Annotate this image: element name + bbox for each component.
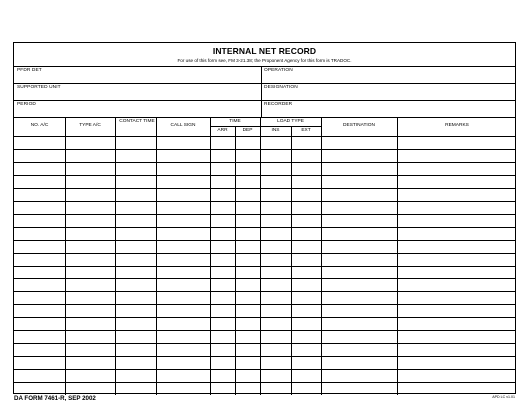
column-divider	[210, 117, 211, 395]
header-no-ac: NO. A/C	[30, 123, 49, 128]
period-field[interactable]: PERIOD	[17, 102, 36, 107]
form-title: INTERNAL NET RECORD	[212, 46, 317, 56]
header-time: TIME	[229, 119, 241, 124]
table-row[interactable]	[14, 188, 515, 189]
divider	[14, 100, 515, 101]
column-divider	[291, 126, 292, 395]
column-divider	[235, 126, 236, 395]
header-remarks: REMARKS	[445, 123, 469, 128]
header-type-ac: TYPE A/C	[79, 123, 101, 128]
column-divider	[321, 117, 322, 395]
subheader-divider	[210, 126, 321, 127]
table-row[interactable]	[14, 330, 515, 331]
table-row[interactable]	[14, 304, 515, 305]
header-destination: DESTINATION	[343, 123, 375, 128]
supported-unit-field[interactable]: SUPPORTED UNIT	[17, 85, 61, 90]
header-arr: ARR	[217, 128, 228, 133]
column-divider	[260, 117, 261, 395]
operation-field[interactable]: OPERATION	[264, 68, 293, 73]
column-divider	[115, 117, 116, 395]
table-row[interactable]	[14, 291, 515, 292]
header-call-sign: CALL SIGN	[170, 123, 196, 128]
table-row[interactable]	[14, 343, 515, 344]
table-row[interactable]	[14, 214, 515, 215]
table-row[interactable]	[14, 175, 515, 176]
table-row[interactable]	[14, 227, 515, 228]
table-row[interactable]	[14, 253, 515, 254]
table-row[interactable]	[14, 382, 515, 383]
form-sheet	[13, 42, 516, 394]
form-version: APD LC v1.01	[492, 395, 515, 399]
column-divider	[397, 117, 398, 395]
form-number: DA FORM 7461-R, SEP 2002	[14, 395, 96, 402]
table-row[interactable]	[14, 162, 515, 163]
header-load-type: LOAD TYPE	[277, 119, 304, 124]
table-row[interactable]	[14, 356, 515, 357]
header-dep: DEP	[242, 128, 253, 133]
header-contact-time: CONTACT TIME	[119, 119, 155, 124]
table-header-bottom	[14, 136, 515, 137]
table-row[interactable]	[14, 317, 515, 318]
divider	[14, 83, 515, 84]
designation-field[interactable]: DESIGNATION	[264, 85, 298, 90]
table-row[interactable]	[14, 278, 515, 279]
table-row[interactable]	[14, 369, 515, 370]
table-row[interactable]	[14, 201, 515, 202]
header-ins: INS	[271, 128, 280, 133]
divider	[261, 66, 262, 117]
table-row[interactable]	[14, 240, 515, 241]
form-subtitle: For use of this form see, FM 3-21.38; the Proponent Agency for this form is TRADOC.	[177, 58, 352, 63]
recorder-field[interactable]: RECORDER	[264, 102, 293, 107]
divider	[14, 66, 515, 67]
pfdr-det-field[interactable]: PFDR DET	[17, 68, 42, 73]
header-ext: EXT	[301, 128, 311, 133]
table-row[interactable]	[14, 266, 515, 267]
divider	[14, 117, 515, 118]
table-row[interactable]	[14, 149, 515, 150]
column-divider	[156, 117, 157, 395]
column-divider	[65, 117, 66, 395]
